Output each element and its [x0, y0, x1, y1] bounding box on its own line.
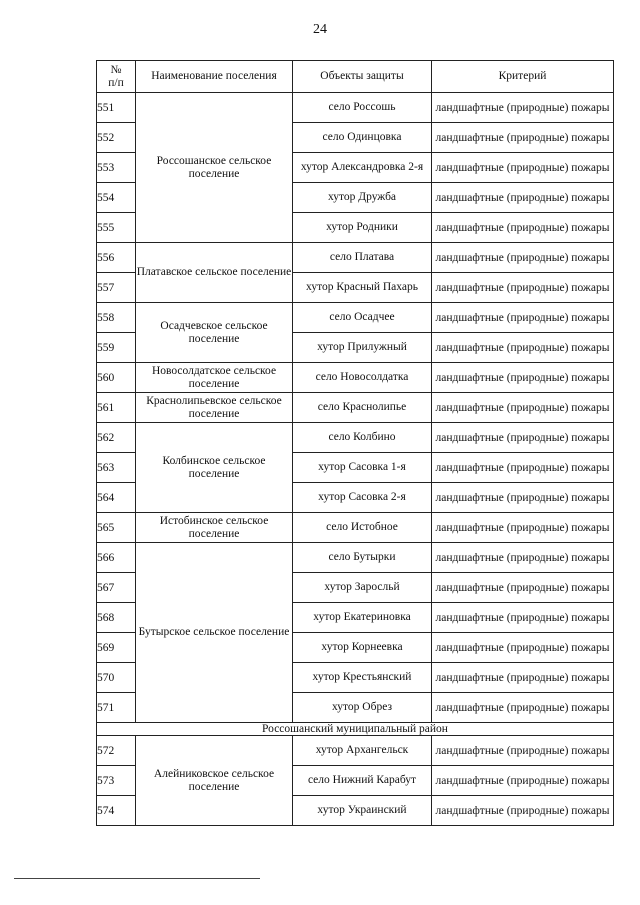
table-row: [97, 736, 614, 766]
settlement-name: Новосолдатское сельское поселение: [136, 363, 293, 393]
row-number: 554: [97, 183, 136, 213]
row-number: 563: [97, 453, 136, 483]
protection-object: село Истобное: [293, 513, 432, 543]
criterion-text: ландшафтные (природные) пожары: [432, 483, 614, 513]
row-number: 561: [97, 393, 136, 423]
criterion-text: ландшафтные (природные) пожары: [432, 303, 614, 333]
protection-object: хутор Александровка 2-я: [293, 153, 432, 183]
criterion-text: ландшафтные (природные) пожары: [432, 573, 614, 603]
row-number: 568: [97, 603, 136, 633]
protection-object: хутор Прилужный: [293, 333, 432, 363]
criterion-text: ландшафтные (природные) пожары: [432, 123, 614, 153]
protection-object: хутор Родники: [293, 213, 432, 243]
protection-object: село Нижний Карабут: [293, 766, 432, 796]
protection-object: хутор Украинский: [293, 796, 432, 826]
settlement-name: Осадчевское сельское поселение: [136, 303, 293, 363]
criterion-text: ландшафтные (природные) пожары: [432, 183, 614, 213]
table-row: [97, 363, 614, 393]
row-number: 569: [97, 633, 136, 663]
table-row: [97, 303, 614, 333]
criterion-text: ландшафтные (природные) пожары: [432, 796, 614, 826]
protection-object: село Новосолдатка: [293, 363, 432, 393]
row-number: 560: [97, 363, 136, 393]
page-number: 24: [313, 22, 327, 37]
table-header-row: [97, 61, 614, 93]
criterion-text: ландшафтные (природные) пожары: [432, 423, 614, 453]
row-number: 559: [97, 333, 136, 363]
row-number: 557: [97, 273, 136, 303]
criterion-text: ландшафтные (природные) пожары: [432, 153, 614, 183]
criterion-text: ландшафтные (природные) пожары: [432, 93, 614, 123]
row-number: 572: [97, 736, 136, 766]
protection-object: село Краснолипье: [293, 393, 432, 423]
row-number: 564: [97, 483, 136, 513]
settlement-name: Колбинское сельское поселение: [136, 423, 293, 513]
settlement-name: Россошанское сельское поселение: [136, 93, 293, 243]
criterion-text: ландшафтные (природные) пожары: [432, 333, 614, 363]
protection-objects-table: [96, 60, 614, 826]
row-number: 562: [97, 423, 136, 453]
protection-object: хутор Заросльй: [293, 573, 432, 603]
row-number: 553: [97, 153, 136, 183]
district-row: [97, 723, 614, 736]
criterion-text: ландшафтные (природные) пожары: [432, 693, 614, 723]
criterion-text: ландшафтные (природные) пожары: [432, 736, 614, 766]
criterion-text: ландшафтные (природные) пожары: [432, 633, 614, 663]
settlement-name: Бутырское сельское поселение: [136, 543, 293, 723]
footnote-divider: [14, 878, 260, 879]
table-row: [97, 393, 614, 423]
row-number: 574: [97, 796, 136, 826]
row-number: 565: [97, 513, 136, 543]
row-number: 570: [97, 663, 136, 693]
criterion-text: ландшафтные (природные) пожары: [432, 513, 614, 543]
criterion-text: ландшафтные (природные) пожары: [432, 543, 614, 573]
criterion-text: ландшафтные (природные) пожары: [432, 273, 614, 303]
row-number: 558: [97, 303, 136, 333]
district-name: Россошанский муниципальный район: [97, 723, 614, 736]
protection-object: хутор Дружба: [293, 183, 432, 213]
row-number: 551: [97, 93, 136, 123]
protection-object: хутор Сасовка 2-я: [293, 483, 432, 513]
protection-object: хутор Сасовка 1-я: [293, 453, 432, 483]
row-number: 567: [97, 573, 136, 603]
settlement-name: Краснолипьевское сельское поселение: [136, 393, 293, 423]
protection-object: село Платава: [293, 243, 432, 273]
protection-object: хутор Корнеевка: [293, 633, 432, 663]
protection-object: село Одинцовка: [293, 123, 432, 153]
protection-object: хутор Крестьянский: [293, 663, 432, 693]
criterion-text: ландшафтные (природные) пожары: [432, 363, 614, 393]
table-row: [97, 543, 614, 573]
table-row: [97, 423, 614, 453]
criterion-text: ландшафтные (природные) пожары: [432, 663, 614, 693]
row-number: 556: [97, 243, 136, 273]
criterion-text: ландшафтные (природные) пожары: [432, 766, 614, 796]
header-criterion: Критерий: [432, 61, 614, 93]
protection-object: село Колбино: [293, 423, 432, 453]
protection-object: хутор Красный Пахарь: [293, 273, 432, 303]
protection-object: хутор Екатериновка: [293, 603, 432, 633]
header-object: Объекты защиты: [293, 61, 432, 93]
settlement-name: Истобинское сельское поселение: [136, 513, 293, 543]
settlement-name: Платавское сельское поселение: [136, 243, 293, 303]
table-row: [97, 243, 614, 273]
criterion-text: ландшафтные (природные) пожары: [432, 453, 614, 483]
protection-object: село Россошь: [293, 93, 432, 123]
header-settlement: Наименование поселения: [136, 61, 293, 93]
criterion-text: ландшафтные (природные) пожары: [432, 603, 614, 633]
criterion-text: ландшафтные (природные) пожары: [432, 213, 614, 243]
settlement-name: Алейниковское сельское поселение: [136, 736, 293, 826]
header-num: № п/п: [97, 61, 136, 93]
protection-object: хутор Архангельск: [293, 736, 432, 766]
row-number: 573: [97, 766, 136, 796]
table-row: [97, 93, 614, 123]
protection-object: хутор Обрез: [293, 693, 432, 723]
table-row: [97, 513, 614, 543]
protection-object: село Бутырки: [293, 543, 432, 573]
criterion-text: ландшафтные (природные) пожары: [432, 243, 614, 273]
row-number: 566: [97, 543, 136, 573]
row-number: 555: [97, 213, 136, 243]
criterion-text: ландшафтные (природные) пожары: [432, 393, 614, 423]
row-number: 552: [97, 123, 136, 153]
row-number: 571: [97, 693, 136, 723]
protection-object: село Осадчее: [293, 303, 432, 333]
